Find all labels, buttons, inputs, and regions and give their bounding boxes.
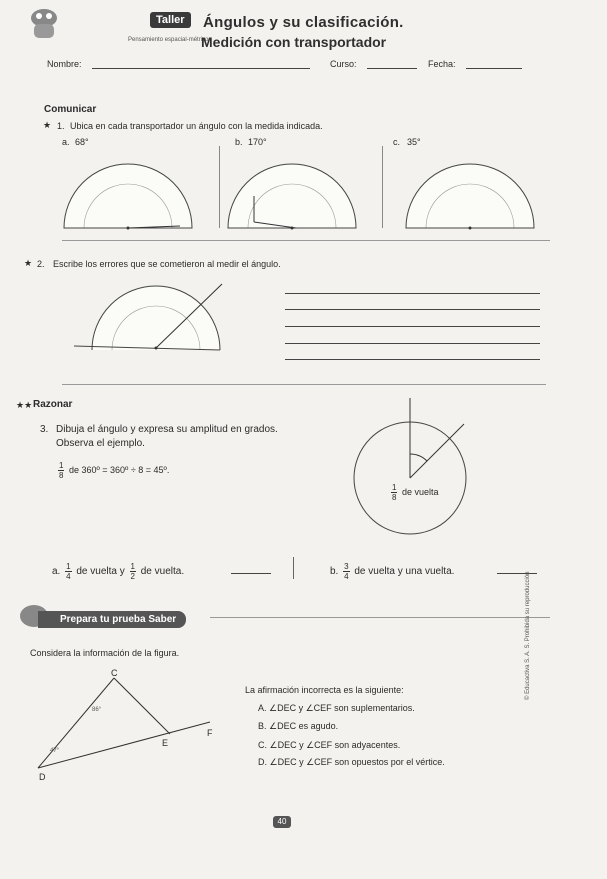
q2-star: ★ [24, 258, 33, 268]
date-field[interactable] [466, 68, 522, 69]
protractor-b[interactable] [224, 152, 360, 232]
option-d[interactable]: D. ∠DEC y ∠CEF son opuestos por el vértice. [258, 757, 445, 767]
q3-text: Dibuja el ángulo y expresa su amplitud en grados. [56, 424, 278, 435]
course-field[interactable] [367, 68, 417, 69]
mascot-icon [24, 6, 66, 42]
q1-text: Ubica en cada transportador un ángulo con la medida indicada. [70, 121, 323, 131]
divider-3 [210, 617, 550, 618]
q3a-answer[interactable] [231, 573, 271, 574]
example-circle [352, 396, 472, 546]
q1a-value: 68° [75, 137, 89, 147]
q3b-answer[interactable] [497, 573, 537, 574]
prueba-title: Prepara tu prueba Saber [38, 611, 186, 628]
section-razonar-heading: Razonar [33, 399, 73, 410]
divider-vertical-1 [219, 146, 220, 228]
answer-line-3[interactable] [285, 326, 540, 327]
fig-angle-1: 86° [92, 707, 102, 713]
q1c-value: 35° [407, 137, 421, 147]
section-comunicar-heading: Comunicar [44, 104, 97, 115]
fig-label-f: F [207, 728, 213, 738]
q1b-value: 170° [248, 137, 267, 147]
option-a[interactable]: A. ∠DEC y ∠CEF son suplementarios. [258, 703, 415, 713]
q2-text: Escribe los errores que se cometieron al medir el ángulo. [53, 259, 281, 269]
answer-line-2[interactable] [285, 309, 540, 310]
q3b: b. $\frac{3}{4}$ de vuelta y una vuelta. [330, 562, 455, 581]
q3-formula [56, 461, 169, 480]
answer-line-1[interactable] [285, 293, 540, 294]
q3-number: 3. [40, 424, 49, 435]
q3-example: Observa el ejemplo. [56, 438, 145, 449]
page-number: 40 [273, 816, 291, 828]
date-label: Fecha: [428, 59, 456, 69]
q1-star: ★ [43, 120, 52, 130]
q1b-label: b. [235, 137, 243, 147]
fig-angle-2: 47° [50, 748, 60, 754]
q1-number: 1. [57, 121, 65, 131]
taller-badge: Taller [150, 12, 191, 28]
circle-label: $\frac{1}{8}$ de vuelta [392, 483, 439, 502]
protractor-error [72, 276, 242, 358]
razonar-stars: ★★ [16, 400, 33, 410]
divider-2 [62, 384, 546, 385]
q3a: a. $\frac{1}{4}$ de vuelta y $\frac{1}{2}$ de vuelta. [52, 562, 185, 581]
divider-1 [62, 240, 550, 241]
option-c[interactable]: C. ∠DEC y ∠CEF son adyacentes. [258, 740, 401, 750]
answer-line-4[interactable] [285, 343, 540, 344]
fig-label-e: E [162, 738, 169, 748]
name-label: Nombre: [47, 59, 82, 69]
name-field[interactable] [92, 68, 310, 69]
divider-vertical-2 [382, 146, 383, 228]
answer-line-5[interactable] [285, 359, 540, 360]
protractor-c[interactable] [402, 152, 538, 232]
copyright-vertical: © Educactiva S. A. S. Prohibida su reproducción [525, 571, 531, 700]
option-b[interactable]: B. ∠DEC es agudo. [258, 721, 339, 731]
page-subtitle: Medición con transportador [201, 34, 387, 50]
prueba-question: La afirmación incorrecta es la siguiente: [245, 685, 404, 695]
prueba-intro: Considera la información de la figura. [30, 648, 180, 658]
formula-text: de 360º = 360º ÷ 8 = 45º. [68, 464, 170, 475]
fig-label-d: D [39, 772, 46, 782]
logo-mascot [24, 6, 66, 42]
fig-label-c: C [111, 668, 118, 678]
page-title: Ángulos y su clasificación. [203, 14, 404, 31]
fraction-1-8: $\frac{1}{8}$ [59, 461, 64, 480]
triangle-figure [30, 672, 230, 780]
q1c-label: c. [393, 137, 401, 147]
divider-vertical-3 [293, 557, 294, 579]
header-subtitle-small: Pensamiento espacial-métrico [128, 37, 209, 43]
q1a-label: a. [62, 137, 70, 147]
q2-number: 2. [37, 259, 45, 269]
protractor-a[interactable] [60, 152, 196, 232]
course-label: Curso: [330, 59, 357, 69]
